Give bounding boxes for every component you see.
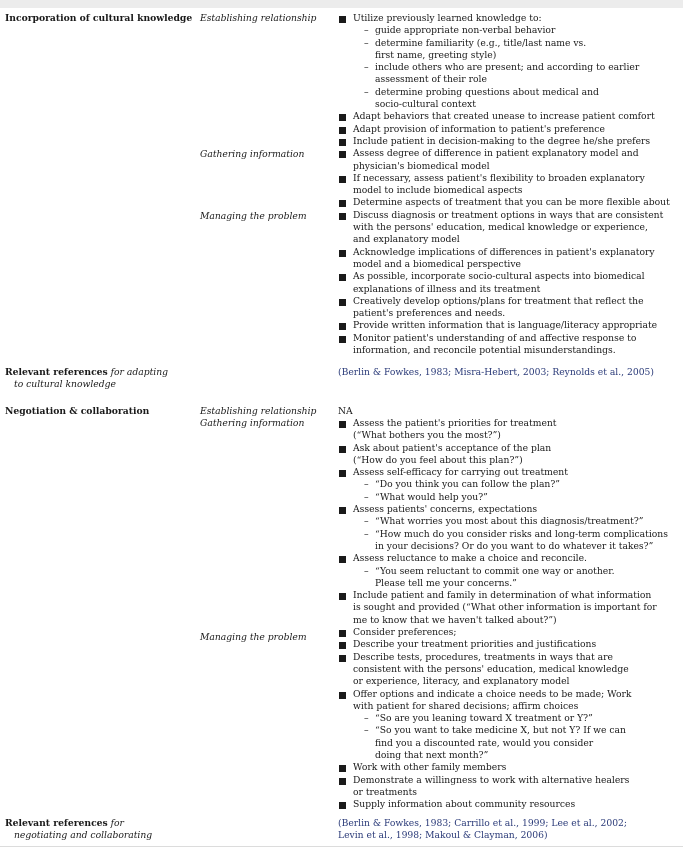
subheading-establishing-relationship-2: Establishing relationship xyxy=(200,406,317,417)
item-line: Assess degree of difference in patient explanatory model and xyxy=(353,148,639,160)
item-line: – determine probing questions about medical and xyxy=(375,86,599,98)
item-line: – “How much do you consider risks and long-term complications xyxy=(375,528,668,540)
item-line: – include others who are present; and according to earlier xyxy=(375,62,640,74)
item-line: consistent with the persons' education, medical knowledge xyxy=(353,663,629,675)
item-line: – “You seem reluctant to commit one way or another. xyxy=(375,565,615,577)
subheading-managing-problem-1: Managing the problem xyxy=(200,211,307,222)
item-line: Ask about patient's acceptance of the plan xyxy=(353,442,552,454)
item-line: Describe your treatment priorities and justifications xyxy=(353,639,597,651)
item-line: or treatments xyxy=(353,786,418,798)
dash-subitem xyxy=(338,529,683,554)
dash-subitem xyxy=(338,725,683,762)
item-line: Acknowledge implications of differences in patient's explanatory xyxy=(353,246,655,258)
bullet-item xyxy=(338,148,683,173)
item-line: – “So are you leaning toward X treatment or Y?” xyxy=(375,713,593,725)
item-line: me to know that we haven't talked about?”) xyxy=(353,614,557,626)
item-line: As possible, incorporate socio-cultural aspects into biomedical xyxy=(353,271,645,283)
item-line: Utilize previously learned knowledge to: xyxy=(353,13,542,24)
section-title-negotiation: Negotiation & collaboration xyxy=(5,406,150,417)
bullet-item xyxy=(338,553,683,565)
item-line: find you a discounted rate, would you consider xyxy=(375,737,594,749)
bullet-item xyxy=(338,173,683,198)
item-line: – guide appropriate non-verbal behavior xyxy=(375,25,556,37)
item-line: Consider preferences; xyxy=(353,627,457,639)
subheading-establishing-relationship-1: Establishing relationship xyxy=(200,13,317,24)
item-line: – “What worries you most about this diagnosis/treatment?” xyxy=(375,516,644,528)
dash-subitem xyxy=(338,87,683,112)
item-line: Work with other family members xyxy=(353,762,507,774)
item-line: explanations of illness and its treatment xyxy=(353,283,541,295)
item-line: with the persons' education, medical knowledge or experience, xyxy=(353,222,648,234)
item-line: Offer options and indicate a choice needs to be made; Work xyxy=(353,688,632,700)
bullet-item xyxy=(338,111,683,123)
item-line: Assess the patient's priorities for treatment xyxy=(353,418,557,429)
item-line: (“What bothers you the most?”) xyxy=(353,430,501,442)
dash-subitem xyxy=(338,566,683,591)
item-line: – “So you want to take medicine X, but not Y? If we can xyxy=(375,725,626,737)
section2-citation xyxy=(338,818,683,843)
section1-references-label-line2: to cultural knowledge xyxy=(14,379,116,390)
item-line: socio-cultural context xyxy=(375,99,476,111)
item-line: in your decisions? Or do you want to do whatever it takes?” xyxy=(375,540,654,552)
item-line: – determine familiarity (e.g., title/last name vs. xyxy=(375,37,587,49)
bullet-item xyxy=(338,136,683,148)
item-line: doing that next month?” xyxy=(375,750,489,762)
bullet-item xyxy=(338,271,683,296)
bullet-item xyxy=(338,247,683,272)
item-line: and explanatory model xyxy=(353,234,460,246)
item-line: – “Do you think you can follow the plan?” xyxy=(375,479,560,491)
item-line: Creatively develop options/plans for treatment that reflect the xyxy=(353,295,644,307)
dash-subitem xyxy=(338,25,683,37)
item-line: physician's biomedical model xyxy=(353,160,490,172)
bullet-item xyxy=(338,333,683,358)
bullet-item xyxy=(338,124,683,136)
dash-subitem xyxy=(338,492,683,504)
section1-citation: (Berlin & Fowkes, 1983; Misra-Hebert, 2003; Reynolds et al., 2005) xyxy=(338,367,654,378)
dash-subitem xyxy=(338,38,683,63)
item-line: Please tell me your concerns.” xyxy=(375,577,517,589)
dash-subitem xyxy=(338,713,683,725)
item-line: with patient for shared decisions; affirm choices xyxy=(353,700,579,712)
subheading-managing-problem-2: Managing the problem xyxy=(200,632,307,643)
section1-references-label: Relevant references for adapting xyxy=(5,367,169,378)
item-line: is sought and provided (“What other information is important for xyxy=(353,602,657,614)
item-line: Demonstrate a willingness to work with alternative healers xyxy=(353,774,630,786)
item-line: Supply information about community resources xyxy=(353,799,576,811)
citation-line: Levin et al., 1998; Makoul & Clayman, 2006) xyxy=(338,830,548,842)
item-line: Monitor patient's understanding of and affective response to xyxy=(353,332,637,344)
section2-references-label-line2: negotiating and collaborating xyxy=(14,830,153,841)
dash-subitem xyxy=(338,516,683,528)
item-line: Assess patients' concerns, expectations xyxy=(353,504,538,516)
bullet-item xyxy=(338,197,683,209)
subheading-gathering-information-2: Gathering information xyxy=(200,418,305,429)
item-line: If necessary, assess patient's flexibility to broaden explanatory xyxy=(353,172,645,184)
section1-content-list xyxy=(338,13,683,357)
item-line: assessment of their role xyxy=(375,74,487,86)
bullet-item xyxy=(338,639,683,651)
bullet-item xyxy=(338,689,683,714)
item-line: Adapt provision of information to patient's preference xyxy=(353,123,605,135)
bullet-item xyxy=(338,627,683,639)
bullet-item xyxy=(338,443,683,468)
bullet-item xyxy=(338,504,683,516)
item-line: first name, greeting style) xyxy=(375,49,497,61)
item-line: Provide written information that is language/literacy appropriate xyxy=(353,320,658,332)
bullet-item xyxy=(338,296,683,321)
item-line: – “What would help you?” xyxy=(375,491,488,503)
item-line: Include patient and family in determination of what information xyxy=(353,590,652,602)
bullet-item xyxy=(338,590,683,627)
bullet-item xyxy=(338,652,683,689)
bullet-item xyxy=(338,799,683,811)
item-line: Include patient in decision-making to the degree he/she prefers xyxy=(353,135,651,147)
item-line: or experience, literacy, and explanatory model xyxy=(353,676,570,688)
bullet-item xyxy=(338,320,683,332)
table-header-band xyxy=(0,0,683,8)
item-line: Assess self-efficacy for carrying out treatment xyxy=(353,467,568,479)
section2-content-list xyxy=(338,418,683,812)
section2-references-label: Relevant references for xyxy=(5,818,124,829)
item-line: Assess reluctance to make a choice and reconcile. xyxy=(353,553,587,565)
bullet-item xyxy=(338,467,683,479)
item-line: Describe tests, procedures, treatments in ways that are xyxy=(353,651,613,663)
bullet-item xyxy=(338,210,683,247)
section-title-cultural-knowledge: Incorporation of cultural knowledge xyxy=(5,13,193,24)
item-line: (“How do you feel about this plan?”) xyxy=(353,454,523,466)
bullet-item xyxy=(338,762,683,774)
item-line: patient's preferences and needs. xyxy=(353,308,506,320)
table-bottom-rule xyxy=(0,846,683,847)
item-line: model and a biomedical perspective xyxy=(353,258,521,270)
subheading-gathering-information-1: Gathering information xyxy=(200,149,305,160)
item-line: Adapt behaviors that created unease to increase patient comfort xyxy=(353,111,655,123)
bullet-item xyxy=(338,13,683,25)
item-line: Discuss diagnosis or treatment options in ways that are consistent xyxy=(353,209,664,221)
dash-subitem xyxy=(338,479,683,491)
citation-line: (Berlin & Fowkes, 1983; Carrillo et al., 1999; Lee et al., 2002; xyxy=(338,818,627,829)
item-line: Determine aspects of treatment that you can be more flexible about xyxy=(353,197,670,209)
bullet-item xyxy=(338,775,683,800)
item-line: information, and reconcile potential misunderstandings. xyxy=(353,345,616,357)
dash-subitem xyxy=(338,62,683,87)
section2-na-value: NA xyxy=(338,406,353,417)
bullet-item xyxy=(338,418,683,443)
item-line: model to include biomedical aspects xyxy=(353,185,523,197)
